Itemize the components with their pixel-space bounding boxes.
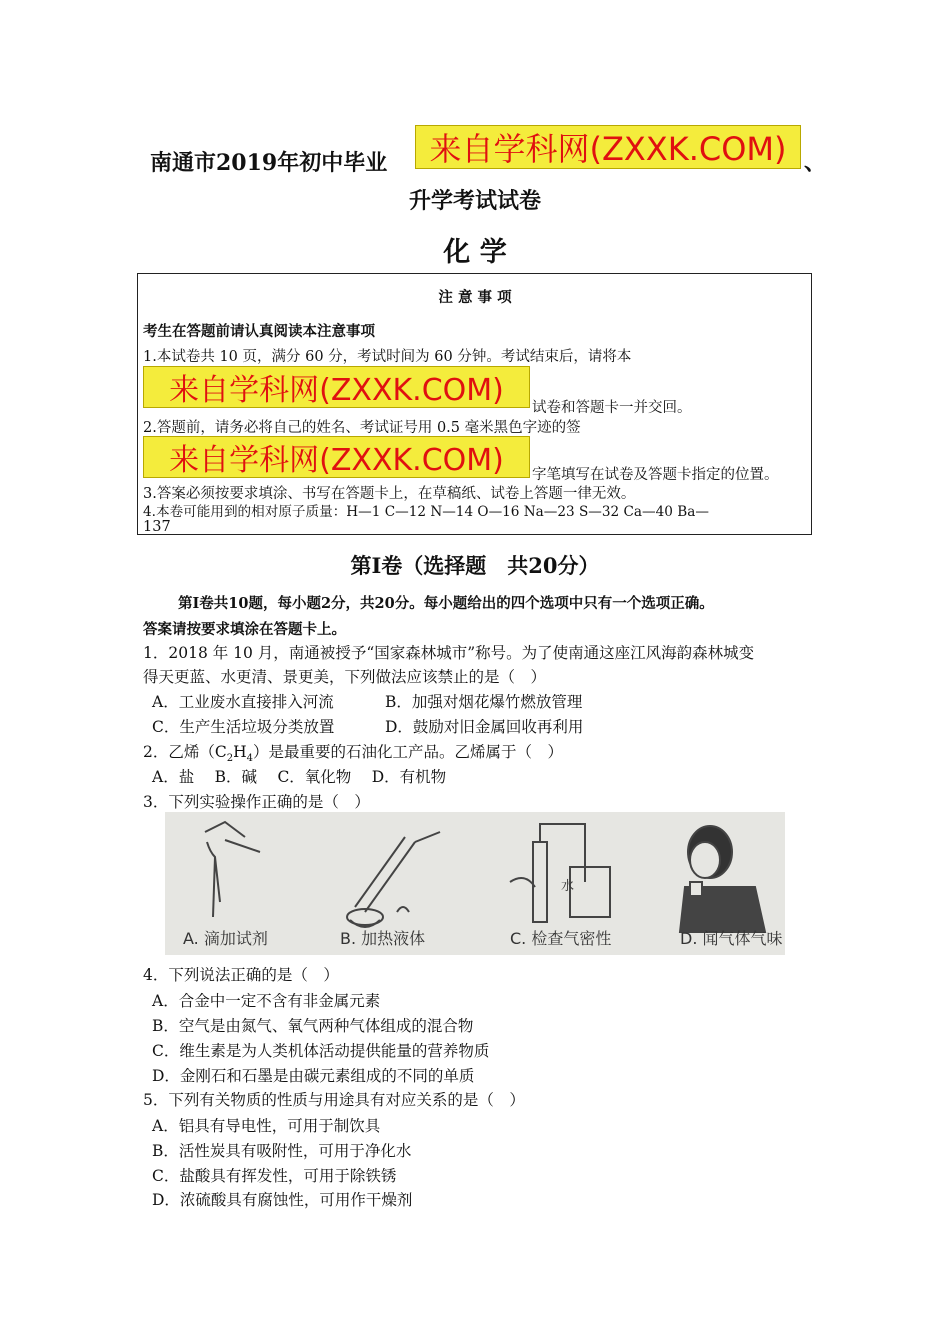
question-1-option-c: C．生产生活垃圾分类放置 <box>152 718 335 736</box>
question-3-stem: 3．下列实验操作正确的是（ ） <box>143 793 370 811</box>
question-4-option-c: C．维生素是为人类机体活动提供能量的营养物质 <box>152 1042 490 1060</box>
question-4-option-b: B．空气是由氮气、氧气两种气体组成的混合物 <box>152 1017 474 1035</box>
figure-caption-c: C. 检查气密性 <box>510 929 612 948</box>
figure-caption-a: A. 滴加试剂 <box>183 929 268 948</box>
question-4-option-d: D．金刚石和石墨是由碳元素组成的不同的单质 <box>152 1067 475 1085</box>
exam-title-suffix: 、 <box>804 150 827 176</box>
experiment-figure <box>165 812 785 955</box>
section-instruction-cont: 答案请按要求填涂在答题卡上。 <box>143 621 346 638</box>
question-5-option-c: C．盐酸具有挥发性，可用于除铁锈 <box>152 1167 397 1185</box>
figure-caption-b: B. 加热液体 <box>340 929 426 948</box>
water-label: 水 <box>561 878 575 893</box>
watermark-banner: 来自学科网(ZXXK.COM) <box>143 436 530 478</box>
notice-item-3: 3.答案必须按要求填涂、书写在答题卡上，在草稿纸、试卷上答题一律无效。 <box>143 486 636 502</box>
exam-title-line2: 升学考试试卷 <box>408 188 541 214</box>
figure-caption-d: D. 闻气体气味 <box>680 929 783 948</box>
question-5-option-a: A．铝具有导电性，可用于制饮具 <box>152 1117 381 1135</box>
heating-tube-icon <box>347 832 440 927</box>
notice-item-4: 4.本卷可能用到的相对原子质量：H—1 C—12 N—14 O—16 Na—23 S—32 Ca—40 Ba— <box>143 504 709 520</box>
question-1-stem: 1．2018 年 10 月，南通被授予“国家森林城市”称号。为了使南通这座江风海韵森林城变 <box>143 644 755 662</box>
question-1-stem-cont: 得天更蓝、水更清、景更美，下列做法应该禁止的是（ ） <box>143 668 547 686</box>
section-title: 第Ⅰ卷（选择题 共20分） <box>350 553 600 578</box>
notice-intro: 考生在答题前请认真阅读本注意事项 <box>143 323 375 340</box>
question-2-options: A．盐 B．碱 C．氧化物 D．有机物 <box>152 768 447 786</box>
question-1-option-b: B．加强对烟花爆竹燃放管理 <box>385 693 583 711</box>
notice-item-2: 2.答题前，请务必将自己的姓名、考试证号用 0.5 毫米黑色字迹的签 <box>143 420 581 436</box>
question-4-option-a: A．合金中一定不含有非金属元素 <box>152 992 381 1010</box>
section-instruction: 第Ⅰ卷共10题，每小题2分，共20分。每小题给出的四个选项中只有一个选项正确。 <box>178 595 714 612</box>
notice-item-1: 1.本试卷共 10 页，满分 60 分，考试时间为 60 分钟。考试结束后，请将本 <box>143 349 632 365</box>
notice-item-1-cont: 试卷和答题卡一并交回。 <box>532 400 692 416</box>
question-5-option-b: B．活性炭具有吸附性，可用于净化水 <box>152 1142 412 1160</box>
notice-item-2-cont: 字笔填写在试卷及答题卡指定的位置。 <box>532 467 779 483</box>
watermark-banner: 来自学科网(ZXXK.COM) <box>415 125 801 169</box>
watermark-banner: 来自学科网(ZXXK.COM) <box>143 366 530 408</box>
person-smelling-icon <box>680 826 765 932</box>
question-1-option-a: A．工业废水直接排入河流 <box>152 693 334 711</box>
question-5-option-d: D．浓硫酸具有腐蚀性，可用作干燥剂 <box>152 1191 413 1209</box>
question-2-stem: 2．乙烯$(C_2H_4)$是最重要的石油化工产品。乙烯属于（ ） <box>143 743 564 765</box>
question-4-stem: 4．下列说法正确的是（ ） <box>143 966 339 984</box>
question-1-option-d: D．鼓励对旧金属回收再利用 <box>385 718 584 736</box>
exam-title: 南通市2019年初中毕业 <box>150 150 388 176</box>
subject-title: 化 学 <box>443 237 507 268</box>
airtightness-apparatus-icon <box>510 824 610 922</box>
notice-item-4-cont: 137 <box>143 519 171 535</box>
question-5-stem: 5．下列有关物质的性质与用途具有对应关系的是（ ） <box>143 1091 525 1109</box>
dropper-icon <box>205 822 260 917</box>
notice-heading: 注 意 事 项 <box>438 289 512 306</box>
